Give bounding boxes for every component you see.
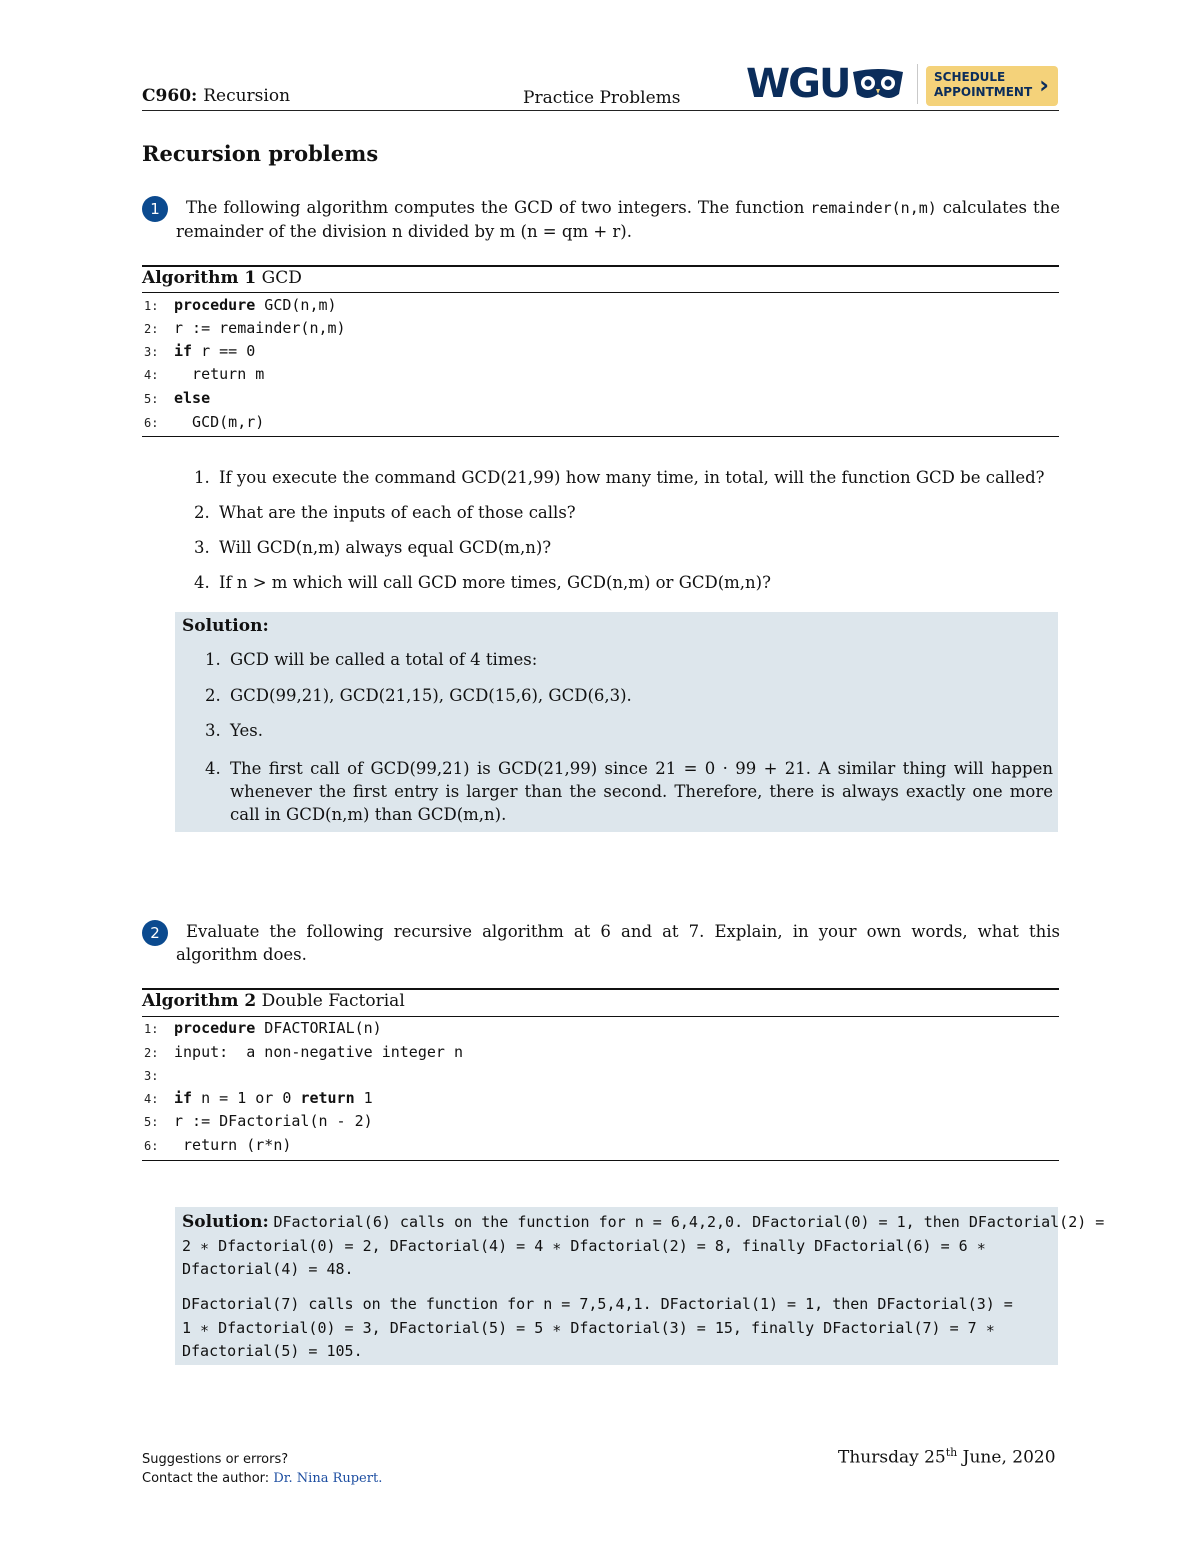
course-code: C960: xyxy=(142,86,198,106)
question-text: If n > m which will call GCD more times, GCD(n,m) or GCD(m,n)? xyxy=(219,573,771,592)
section-title: Recursion problems xyxy=(142,141,379,166)
solution-text: The first call of GCD(99,21) is GCD(21,99) since 21 = 0 · 99 + 21. A similar thing will happen whenever the first entry is larger than the second. Therefore, there is always exactly one more call in GCD(n,m) than GCD(m,n). xyxy=(230,759,1053,824)
owl-icon xyxy=(849,64,907,104)
problem-1-statement xyxy=(176,196,1060,243)
footer-contact-line xyxy=(142,1469,382,1488)
question-text: If you execute the command GCD(21,99) how many time, in total, will the function GCD be called? xyxy=(219,468,1045,487)
solution-number: 2. xyxy=(205,686,221,705)
algorithm-1-line xyxy=(144,363,264,387)
line-number: 4: xyxy=(144,1092,159,1106)
line-number: 3: xyxy=(144,345,159,359)
algorithm-2-bottom-rule xyxy=(142,1160,1059,1161)
line-number: 4: xyxy=(144,368,159,382)
solution-1-box xyxy=(175,612,1058,832)
algorithm-2-label: Algorithm 2 xyxy=(142,991,257,1011)
question-number: 2. xyxy=(194,503,210,522)
line-number: 6: xyxy=(144,1139,159,1153)
solution-item xyxy=(205,757,1053,826)
solution-2-paragraph-2 xyxy=(182,1293,1013,1364)
footer-date xyxy=(838,1446,1056,1468)
problem-2-badge: 2 xyxy=(142,920,168,946)
solution-2-text: Dfactorial(5) = 105. xyxy=(182,1342,363,1360)
solution-number: 4. xyxy=(205,759,221,778)
code-text: 1 xyxy=(354,1089,373,1107)
solution-1-title: Solution: xyxy=(182,616,269,636)
logo-divider xyxy=(917,64,918,104)
question-item xyxy=(194,573,771,592)
code-text: DFACTORIAL(n) xyxy=(255,1019,382,1037)
line-number: 1: xyxy=(144,299,159,313)
date-text: Thursday 25 xyxy=(838,1447,946,1468)
algorithm-1-line xyxy=(144,411,264,435)
solution-2-paragraph-1 xyxy=(182,1211,1104,1282)
code-text: return m xyxy=(174,365,265,383)
solution-2-text: Dfactorial(4) = 48. xyxy=(182,1260,354,1278)
line-number: 5: xyxy=(144,1115,159,1129)
code-text: return (r*n) xyxy=(174,1136,292,1154)
course-topic: Recursion xyxy=(203,86,291,106)
code-text: GCD(n,m) xyxy=(255,296,337,314)
algorithm-2-line xyxy=(144,1110,373,1134)
solution-text: Yes. xyxy=(230,721,263,740)
algorithm-1-caption xyxy=(142,268,302,288)
header-subtitle: Practice Problems xyxy=(523,88,681,108)
keyword: procedure xyxy=(174,296,256,314)
schedule-label-1: SCHEDULE xyxy=(934,70,1006,84)
solution-item xyxy=(205,686,632,705)
solution-number: 3. xyxy=(205,721,221,740)
question-item xyxy=(194,468,1045,487)
algorithm-1-line xyxy=(144,294,337,318)
problem-1-badge: 1 xyxy=(142,196,168,222)
question-text: What are the inputs of each of those calls? xyxy=(219,503,576,522)
code-text: input: a non-negative integer n xyxy=(174,1043,463,1061)
solution-2-box xyxy=(175,1207,1105,1365)
solution-number: 1. xyxy=(205,650,221,669)
algorithm-2-name: Double Factorial xyxy=(261,991,405,1011)
solution-2-text: 2 ∗ Dfactorial(0) = 2, DFactorial(4) = 4 ∗ Dfactorial(2) = 8, finally DFactorial(6) = 6 ∗ xyxy=(182,1236,986,1255)
solution-text: GCD will be called a total of 4 times: xyxy=(230,650,538,669)
keyword: if xyxy=(174,1089,193,1107)
line-number: 5: xyxy=(144,392,159,406)
question-number: 1. xyxy=(194,468,210,487)
question-number: 4. xyxy=(194,573,210,592)
code-text: r := remainder(n,m) xyxy=(174,319,346,337)
header-rule xyxy=(142,110,1059,111)
line-number: 2: xyxy=(144,322,159,336)
algorithm-2-top-rule xyxy=(142,988,1059,990)
question-item xyxy=(194,538,551,557)
solution-2-text: DFactorial(6) calls on the function for n = 6,4,2,0. DFactorial(0) = 1, then DFactorial(2) = xyxy=(273,1213,1105,1231)
algorithm-2-line xyxy=(144,1134,291,1158)
code-text: r := DFactorial(n - 2) xyxy=(174,1112,373,1130)
algorithm-2-line xyxy=(144,1087,373,1111)
footer-contact xyxy=(142,1450,382,1488)
date-suffix: th xyxy=(945,1446,958,1459)
problem-2-statement: Evaluate the following recursive algorithm at 6 and at 7. Explain, in your own words, what this algorithm does. xyxy=(176,922,1060,964)
code-text: GCD(m,r) xyxy=(174,413,265,431)
algorithm-1-name: GCD xyxy=(261,268,302,288)
keyword: else xyxy=(174,389,211,407)
schedule-appointment-button[interactable] xyxy=(926,66,1058,106)
algorithm-1-line xyxy=(144,317,346,341)
keyword: if xyxy=(174,342,193,360)
solution-item xyxy=(205,721,263,740)
author-link[interactable]: Dr. Nina Rupert. xyxy=(273,1471,383,1486)
question-text: Will GCD(n,m) always equal GCD(m,n)? xyxy=(219,538,552,557)
course-title xyxy=(142,86,290,106)
wgu-logo-text: WGU xyxy=(746,61,850,107)
problem-1-code: remainder(n,m) xyxy=(810,199,937,217)
wgu-logo[interactable] xyxy=(746,61,928,107)
algorithm-1-top-rule xyxy=(142,265,1059,267)
keyword: procedure xyxy=(174,1019,256,1037)
algorithm-2-caption xyxy=(142,991,405,1011)
footer-suggestions: Suggestions or errors? xyxy=(142,1452,289,1467)
keyword: return xyxy=(300,1089,355,1107)
algorithm-1-label: Algorithm 1 xyxy=(142,268,257,288)
solution-2-title: Solution: xyxy=(182,1212,269,1232)
footer-contact-label: Contact the author: xyxy=(142,1471,274,1486)
algorithm-1-mid-rule xyxy=(142,292,1059,293)
algorithm-1-bottom-rule xyxy=(142,436,1059,437)
question-item xyxy=(194,503,576,522)
line-number: 2: xyxy=(144,1046,159,1060)
line-number: 3: xyxy=(144,1069,159,1083)
date-text: June, 2020 xyxy=(957,1447,1056,1468)
problem-1-text-a: The following algorithm computes the GCD of two integers. The function xyxy=(186,198,811,217)
solution-2-text: DFactorial(7) calls on the function for n = 7,5,4,1. DFactorial(1) = 1, then DFactorial(3) = xyxy=(182,1295,1013,1313)
code-text: r == 0 xyxy=(192,342,256,360)
code-text: n = 1 or 0 xyxy=(192,1089,301,1107)
line-number: 6: xyxy=(144,416,159,430)
schedule-label-2: APPOINTMENT xyxy=(934,85,1033,99)
line-number: 1: xyxy=(144,1022,159,1036)
problem-1-text-b: calculates the remainder of the division n divided by m (n = qm + r). xyxy=(176,198,1060,241)
algorithm-2-line xyxy=(144,1041,463,1065)
question-number: 3. xyxy=(194,538,210,557)
solution-text: GCD(99,21), GCD(21,15), GCD(15,6), GCD(6,3). xyxy=(230,686,632,705)
algorithm-1-line xyxy=(144,387,210,411)
algorithm-2-line xyxy=(144,1064,174,1088)
solution-2-text: 1 ∗ Dfactorial(0) = 3, DFactorial(5) = 5 ∗ Dfactorial(3) = 15, finally DFactorial(7) = 7 ∗ xyxy=(182,1318,995,1337)
algorithm-2-line xyxy=(144,1017,382,1041)
solution-item xyxy=(205,650,537,669)
chevron-right-icon: › xyxy=(1039,71,1049,99)
algorithm-1-line xyxy=(144,340,255,364)
